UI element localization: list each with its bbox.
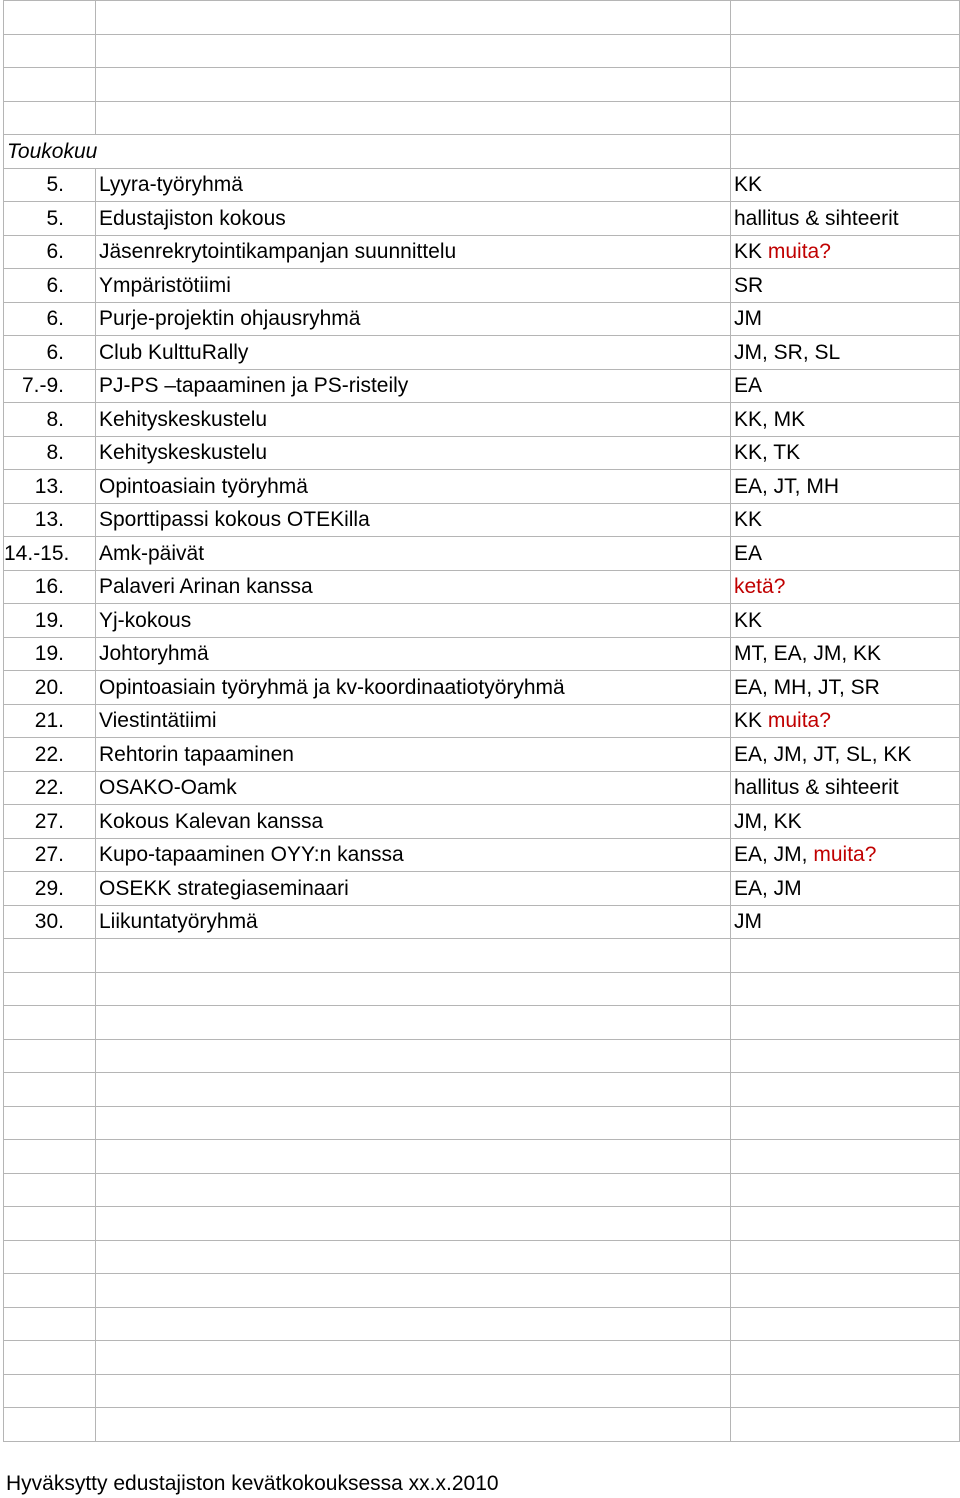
empty-cell [4, 34, 96, 68]
event-participants [731, 872, 960, 906]
empty-cell [731, 1140, 960, 1174]
event-date: 8. [4, 436, 96, 470]
event-name: Kokous Kalevan kanssa [96, 805, 731, 839]
schedule-table-body [4, 1, 960, 1442]
participants-text: SR [734, 273, 764, 297]
empty-cell [731, 1073, 960, 1107]
empty-cell [96, 1140, 731, 1174]
empty-row [4, 1307, 960, 1341]
empty-row [4, 1408, 960, 1442]
empty-cell [4, 68, 96, 102]
event-date: 13. [4, 503, 96, 537]
empty-cell [4, 1408, 96, 1442]
participants-text: KK [734, 608, 763, 632]
empty-row [4, 1374, 960, 1408]
approval-footer: Hyväksytty edustajiston kevätkokouksessa xx.x.2010 [6, 1472, 499, 1495]
empty-cell [96, 1106, 731, 1140]
event-date: 19. [4, 604, 96, 638]
empty-cell [96, 68, 731, 102]
event-name: Kupo-tapaaminen OYY:n kanssa [96, 838, 731, 872]
event-participants [731, 202, 960, 236]
empty-cell [731, 939, 960, 973]
empty-cell [4, 1, 96, 35]
participants-text: JM, SR, SL [734, 340, 841, 364]
event-name: Purje-projektin ohjausryhmä [96, 302, 731, 336]
participants-text: KK, TK [734, 441, 801, 465]
empty-cell [4, 1106, 96, 1140]
empty-cell [731, 135, 960, 169]
empty-cell [96, 1240, 731, 1274]
event-date: 6. [4, 269, 96, 303]
event-participants [731, 168, 960, 202]
table-row [4, 235, 960, 269]
empty-row [4, 1039, 960, 1073]
empty-cell [4, 939, 96, 973]
participants-question: ketä? [734, 575, 786, 599]
empty-cell [96, 1173, 731, 1207]
participants-text: KK, MK [734, 407, 806, 431]
table-row [4, 637, 960, 671]
table-row [4, 537, 960, 571]
event-name: Edustajiston kokous [96, 202, 731, 236]
participants-text: EA, JT, MH [734, 474, 840, 498]
event-date: 22. [4, 738, 96, 772]
event-participants [731, 302, 960, 336]
empty-row [4, 1006, 960, 1040]
participants-text: EA [734, 541, 763, 565]
table-row [4, 738, 960, 772]
empty-cell [96, 1, 731, 35]
empty-cell [4, 1341, 96, 1375]
event-date: 14.-15. [4, 537, 96, 571]
empty-row [4, 1106, 960, 1140]
table-row [4, 168, 960, 202]
empty-cell [4, 101, 96, 135]
empty-cell [4, 1006, 96, 1040]
participants-text: hallitus & sihteerit [734, 776, 899, 800]
participants-text: EA, JM, JT, SL, KK [734, 742, 912, 766]
event-name: Ympäristötiimi [96, 269, 731, 303]
event-name: Club KulttuRally [96, 336, 731, 370]
event-participants [731, 838, 960, 872]
event-name: Opintoasiain työryhmä ja kv-koordinaatiotyöryhmä [96, 671, 731, 705]
table-row [4, 269, 960, 303]
participants-question: muita? [767, 709, 831, 733]
event-participants [731, 671, 960, 705]
event-participants [731, 336, 960, 370]
event-name: Yj-kokous [96, 604, 731, 638]
event-participants [731, 369, 960, 403]
event-name: Kehityskeskustelu [96, 436, 731, 470]
table-row [4, 336, 960, 370]
empty-cell [96, 1374, 731, 1408]
event-date: 6. [4, 302, 96, 336]
event-name: Viestintätiimi [96, 704, 731, 738]
participants-question: muita? [813, 843, 877, 867]
empty-cell [731, 1039, 960, 1073]
event-date: 22. [4, 771, 96, 805]
empty-cell [731, 1274, 960, 1308]
event-name: OSEKK strategiaseminaari [96, 872, 731, 906]
empty-cell [4, 1207, 96, 1241]
empty-row [4, 939, 960, 973]
participants-text: EA [734, 374, 763, 398]
empty-cell [96, 1408, 731, 1442]
event-date: 27. [4, 805, 96, 839]
empty-cell [96, 1039, 731, 1073]
event-participants [731, 704, 960, 738]
empty-cell [96, 972, 731, 1006]
event-name: Sporttipassi kokous OTEKilla [96, 503, 731, 537]
empty-cell [731, 972, 960, 1006]
table-row [4, 369, 960, 403]
event-participants [731, 403, 960, 437]
event-date: 19. [4, 637, 96, 671]
empty-cell [96, 1341, 731, 1375]
empty-row [4, 1173, 960, 1207]
event-date: 13. [4, 470, 96, 504]
table-row [4, 671, 960, 705]
event-date: 5. [4, 168, 96, 202]
table-row [4, 838, 960, 872]
participants-text: MT, EA, JM, KK [734, 642, 882, 666]
empty-row [4, 68, 960, 102]
empty-cell [731, 1240, 960, 1274]
event-participants [731, 436, 960, 470]
empty-cell [731, 34, 960, 68]
table-row [4, 604, 960, 638]
table-row [4, 436, 960, 470]
empty-cell [96, 1073, 731, 1107]
event-date: 6. [4, 235, 96, 269]
empty-cell [731, 1307, 960, 1341]
event-name: Opintoasiain työryhmä [96, 470, 731, 504]
event-date: 30. [4, 905, 96, 939]
event-date: 16. [4, 570, 96, 604]
event-date: 29. [4, 872, 96, 906]
empty-cell [4, 1173, 96, 1207]
event-participants [731, 771, 960, 805]
event-participants [731, 570, 960, 604]
event-participants [731, 805, 960, 839]
empty-row [4, 1341, 960, 1375]
participants-text: hallitus & sihteerit [734, 206, 899, 230]
table-row [4, 470, 960, 504]
event-participants [731, 537, 960, 571]
empty-row [4, 1207, 960, 1241]
empty-cell [96, 1307, 731, 1341]
event-participants [731, 604, 960, 638]
table-row [4, 403, 960, 437]
event-name: PJ-PS –tapaaminen ja PS-risteily [96, 369, 731, 403]
empty-cell [4, 1140, 96, 1174]
empty-row [4, 972, 960, 1006]
empty-cell [731, 101, 960, 135]
empty-cell [4, 1240, 96, 1274]
event-name: Lyyra-työryhmä [96, 168, 731, 202]
month-heading-row [4, 135, 960, 169]
empty-cell [731, 1408, 960, 1442]
table-row [4, 872, 960, 906]
event-date: 7.-9. [4, 369, 96, 403]
empty-row [4, 1, 960, 35]
event-participants [731, 470, 960, 504]
event-date: 27. [4, 838, 96, 872]
event-participants [731, 269, 960, 303]
empty-cell [731, 1374, 960, 1408]
participants-text: KK [734, 240, 763, 264]
event-name: Rehtorin tapaaminen [96, 738, 731, 772]
empty-row [4, 1140, 960, 1174]
empty-row [4, 34, 960, 68]
table-row [4, 771, 960, 805]
table-row [4, 805, 960, 839]
participants-text: JM [734, 307, 762, 331]
empty-cell [96, 1207, 731, 1241]
empty-cell [96, 1006, 731, 1040]
event-name: Amk-päivät [96, 537, 731, 571]
empty-cell [96, 1274, 731, 1308]
participants-text: JM, KK [734, 809, 802, 833]
empty-row [4, 1073, 960, 1107]
table-row [4, 905, 960, 939]
participants-text: EA, JM, [734, 843, 808, 867]
event-date: 6. [4, 336, 96, 370]
participants-text: EA, JM [734, 876, 802, 900]
empty-cell [731, 1207, 960, 1241]
event-date: 8. [4, 403, 96, 437]
event-date: 5. [4, 202, 96, 236]
participants-question: muita? [767, 240, 831, 264]
table-row [4, 202, 960, 236]
empty-cell [96, 101, 731, 135]
empty-cell [4, 1307, 96, 1341]
month-heading: Toukokuu [4, 135, 731, 169]
empty-cell [4, 1039, 96, 1073]
event-name: Liikuntatyöryhmä [96, 905, 731, 939]
empty-row [4, 1240, 960, 1274]
empty-cell [4, 1274, 96, 1308]
empty-cell [96, 939, 731, 973]
empty-cell [731, 1173, 960, 1207]
participants-text: EA, MH, JT, SR [734, 675, 880, 699]
table-row [4, 302, 960, 336]
participants-text: KK [734, 709, 763, 733]
event-name: Palaveri Arinan kanssa [96, 570, 731, 604]
event-name: OSAKO-Oamk [96, 771, 731, 805]
empty-cell [4, 972, 96, 1006]
empty-cell [731, 1106, 960, 1140]
empty-cell [731, 1006, 960, 1040]
table-row [4, 704, 960, 738]
participants-text: KK [734, 173, 763, 197]
empty-cell [4, 1374, 96, 1408]
event-name: Johtoryhmä [96, 637, 731, 671]
empty-row [4, 101, 960, 135]
event-participants [731, 738, 960, 772]
participants-text: JM [734, 910, 762, 934]
event-name: Jäsenrekrytointikampanjan suunnittelu [96, 235, 731, 269]
event-participants [731, 905, 960, 939]
empty-cell [731, 1341, 960, 1375]
table-row [4, 503, 960, 537]
event-participants [731, 503, 960, 537]
empty-cell [731, 68, 960, 102]
table-row [4, 570, 960, 604]
event-date: 21. [4, 704, 96, 738]
event-participants [731, 637, 960, 671]
event-date: 20. [4, 671, 96, 705]
empty-cell [96, 34, 731, 68]
schedule-table [3, 0, 960, 1442]
event-name: Kehityskeskustelu [96, 403, 731, 437]
empty-cell [4, 1073, 96, 1107]
empty-row [4, 1274, 960, 1308]
event-participants [731, 235, 960, 269]
empty-cell [731, 1, 960, 35]
participants-text: KK [734, 508, 763, 532]
